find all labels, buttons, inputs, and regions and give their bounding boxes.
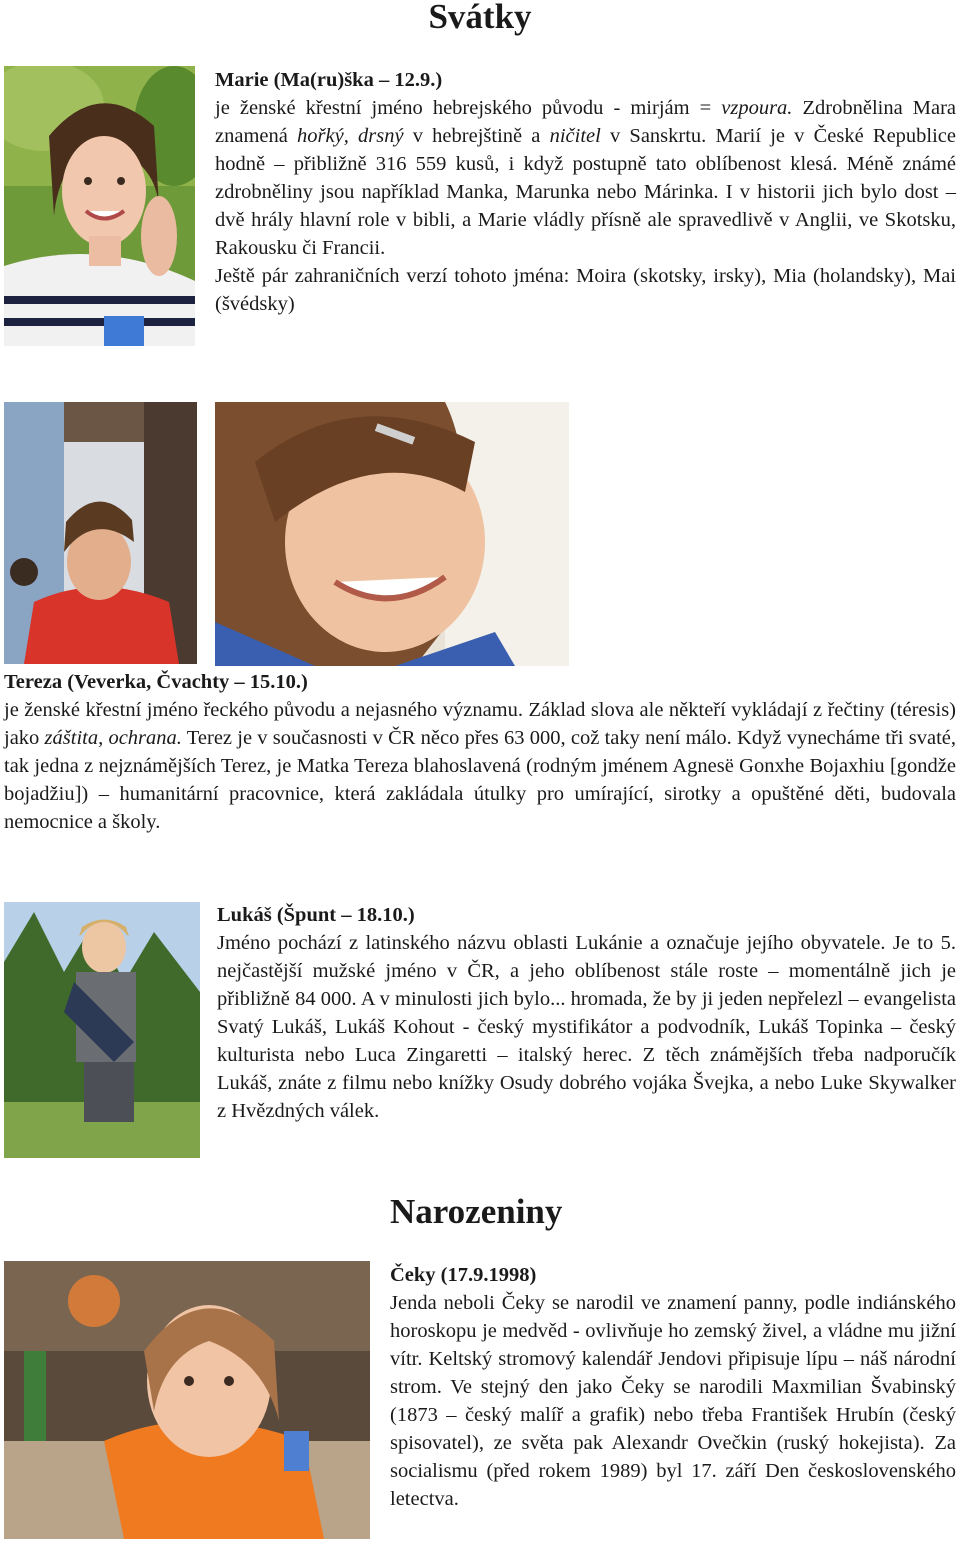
lukas-section [217,901,956,1125]
lukas-paragraph: Jméno pochází z latinského názvu oblasti Lukánie a označuje jejího obyvatele. Je to 5. nejčastější mužské jméno v ČR, a jeho oblíbenost stále roste – momentálně jich je přibližně 84 000. A v minulosti jich bylo... hromada, že by ji jeden nepřelezl – evangelista Svatý Lukáš, Lukáš Kohout - český mystifikátor a podvodník, Lukáš Topinka – český kulturista nebo Luca Zingaretti – italský herec. Z těch známějších třeba nadporučík Lukáš, znáte z filmu nebo knížky Osudy dobrého vojáka Švejka, a nebo Luke Skywalker z Hvězdných válek. [217,932,956,1122]
ceky-section [390,1261,956,1513]
ceky-paragraph: Jenda neboli Čeky se narodil ve znamení panny, podle indiánského horoskopu je medvěd - ovlivňuje ho zemský živel, a vládne mu jižní vítr. Keltský stromový kalendář Jendovi připisuje lípu – náš národní strom. Ve stejný den jako Čeky se narodili Maxmilian Švabinský (1873 – český malíř a grafik) nebo třeba František Hrubín (český spisovatel), ze světa pak Alexandr Ovečkin (ruský hokejista). Za socialismu (před rokem 1989) byl 17. září Den československého letectva. [390,1292,956,1510]
lukas-heading: Lukáš (Špunt – 18.10.) [217,904,415,926]
tereza-photo-1 [4,402,197,664]
page-title: Svátky [428,0,532,36]
lukas-photo [4,902,200,1158]
tereza-photo-2 [215,402,569,666]
ceky-photo [4,1261,370,1539]
tereza-heading: Tereza (Veverka, Čvachty – 15.10.) [4,671,308,693]
section-title-narozeniny: Narozeniny [390,1192,563,1231]
marie-heading: Marie (Ma(ru)ška – 12.9.) [215,69,443,91]
tereza-paragraph: je ženské křestní jméno řeckého původu a nejasného významu. Základ slova ale někteří vykládají z řečtiny (téresis) jako záštita, ochrana. Terez je v současnosti v ČR něco přes 63 000, což taky není málo. Když vynecháme tři svaté, tak jedna z nejznámějších Terez, je Matka Tereza blahoslavená (rodným jménem Agnesë Gonxhe Bojaxhiu [gondže bojadžiu]) – humanitární pracovnice, která zakládala útulky pro umírající, sirotky a opuštěné děti, budovala nemocnice a školy. [4,699,957,833]
marie-section [215,66,956,318]
marie-foreign-versions: Ještě pár zahraničních verzí tohoto jména: Moira (skotsky, irsky), Mia (holandsky), Mai (švédsky) [215,265,956,315]
marie-photo [4,66,195,346]
ceky-heading: Čeky (17.9.1998) [390,1264,537,1286]
tereza-section [4,668,956,836]
marie-paragraph: je ženské křestní jméno hebrejského původu - mirjám = vzpoura. Zdrobnělina Mara znamená hořký, drsný v hebrejštině a ničitel v Sanskrtu. Marií je v České Republice hodně – přibližně 316 559 kusů, i když postupně tato oblíbenost klesá. Méně známé zdrobněliny jsou například Manka, Marunka nebo Márinka. I v historii jich bylo dost – dvě hrály hlavní role v bibli, a Marie vládly přísně ale spravedlivě v Anglii, ve Skotsku, Rakousku či Francii. [215,97,957,259]
